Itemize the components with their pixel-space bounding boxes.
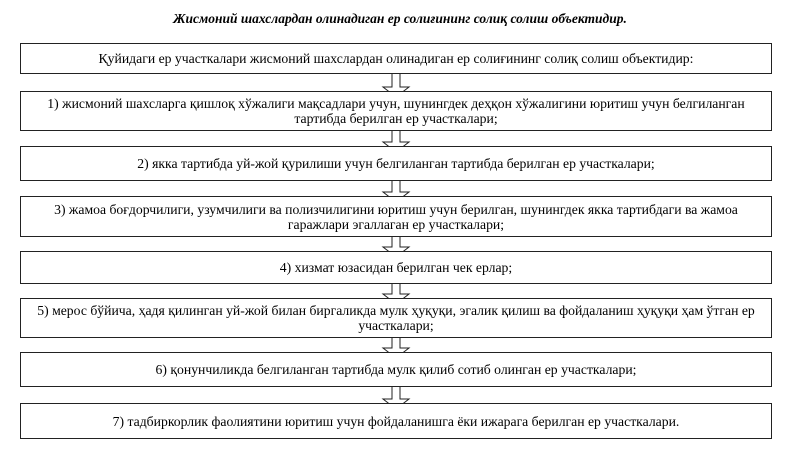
item-box-6: 6) қонунчиликда белгиланган тартибда мулк қилиб сотиб олинган ер участкалари;	[20, 352, 772, 387]
item-box-3: 3) жамоа боғдорчилиги, узумчилиги ва полизчилигини юритиш учун берилган, шунингдек якка тартибдаги ва жамоа гаражлари эгаллаган ер участкалари;	[20, 196, 772, 237]
item-box-4: 4) хизмат юзасидан берилган чек ерлар;	[20, 251, 772, 284]
item-box-5: 5) мерос бўйича, ҳадя қилинган уй-жой билан биргаликда мулк ҳуқуқи, эгалик қилиш ва фойдаланиш ҳуқуқи ҳам ўтган ер участкалари;	[20, 298, 772, 338]
item-box-2: 2) якка тартибда уй-жой қурилиши учун белгиланган тартибда берилган ер участкалари;	[20, 146, 772, 181]
header-box: Қуйидаги ер участкалари жисмоний шахслардан олинадиган ер солиғининг солиқ солиш объектидир:	[20, 43, 772, 74]
item-box-1: 1) жисмоний шахсларга қишлоқ хўжалиги мақсадлари учун, шунингдек деҳқон хўжалигини юритиш учун белгиланган тартибда берилган ер участкалари;	[20, 91, 772, 131]
item-box-7: 7) тадбиркорлик фаолиятини юритиш учун фойдаланишга ёки ижарага берилган ер участкалари.	[20, 403, 772, 439]
diagram-title: Жисмоний шахслардан олинадиган ер солиғининг солиқ солиш объектидир.	[173, 11, 627, 26]
